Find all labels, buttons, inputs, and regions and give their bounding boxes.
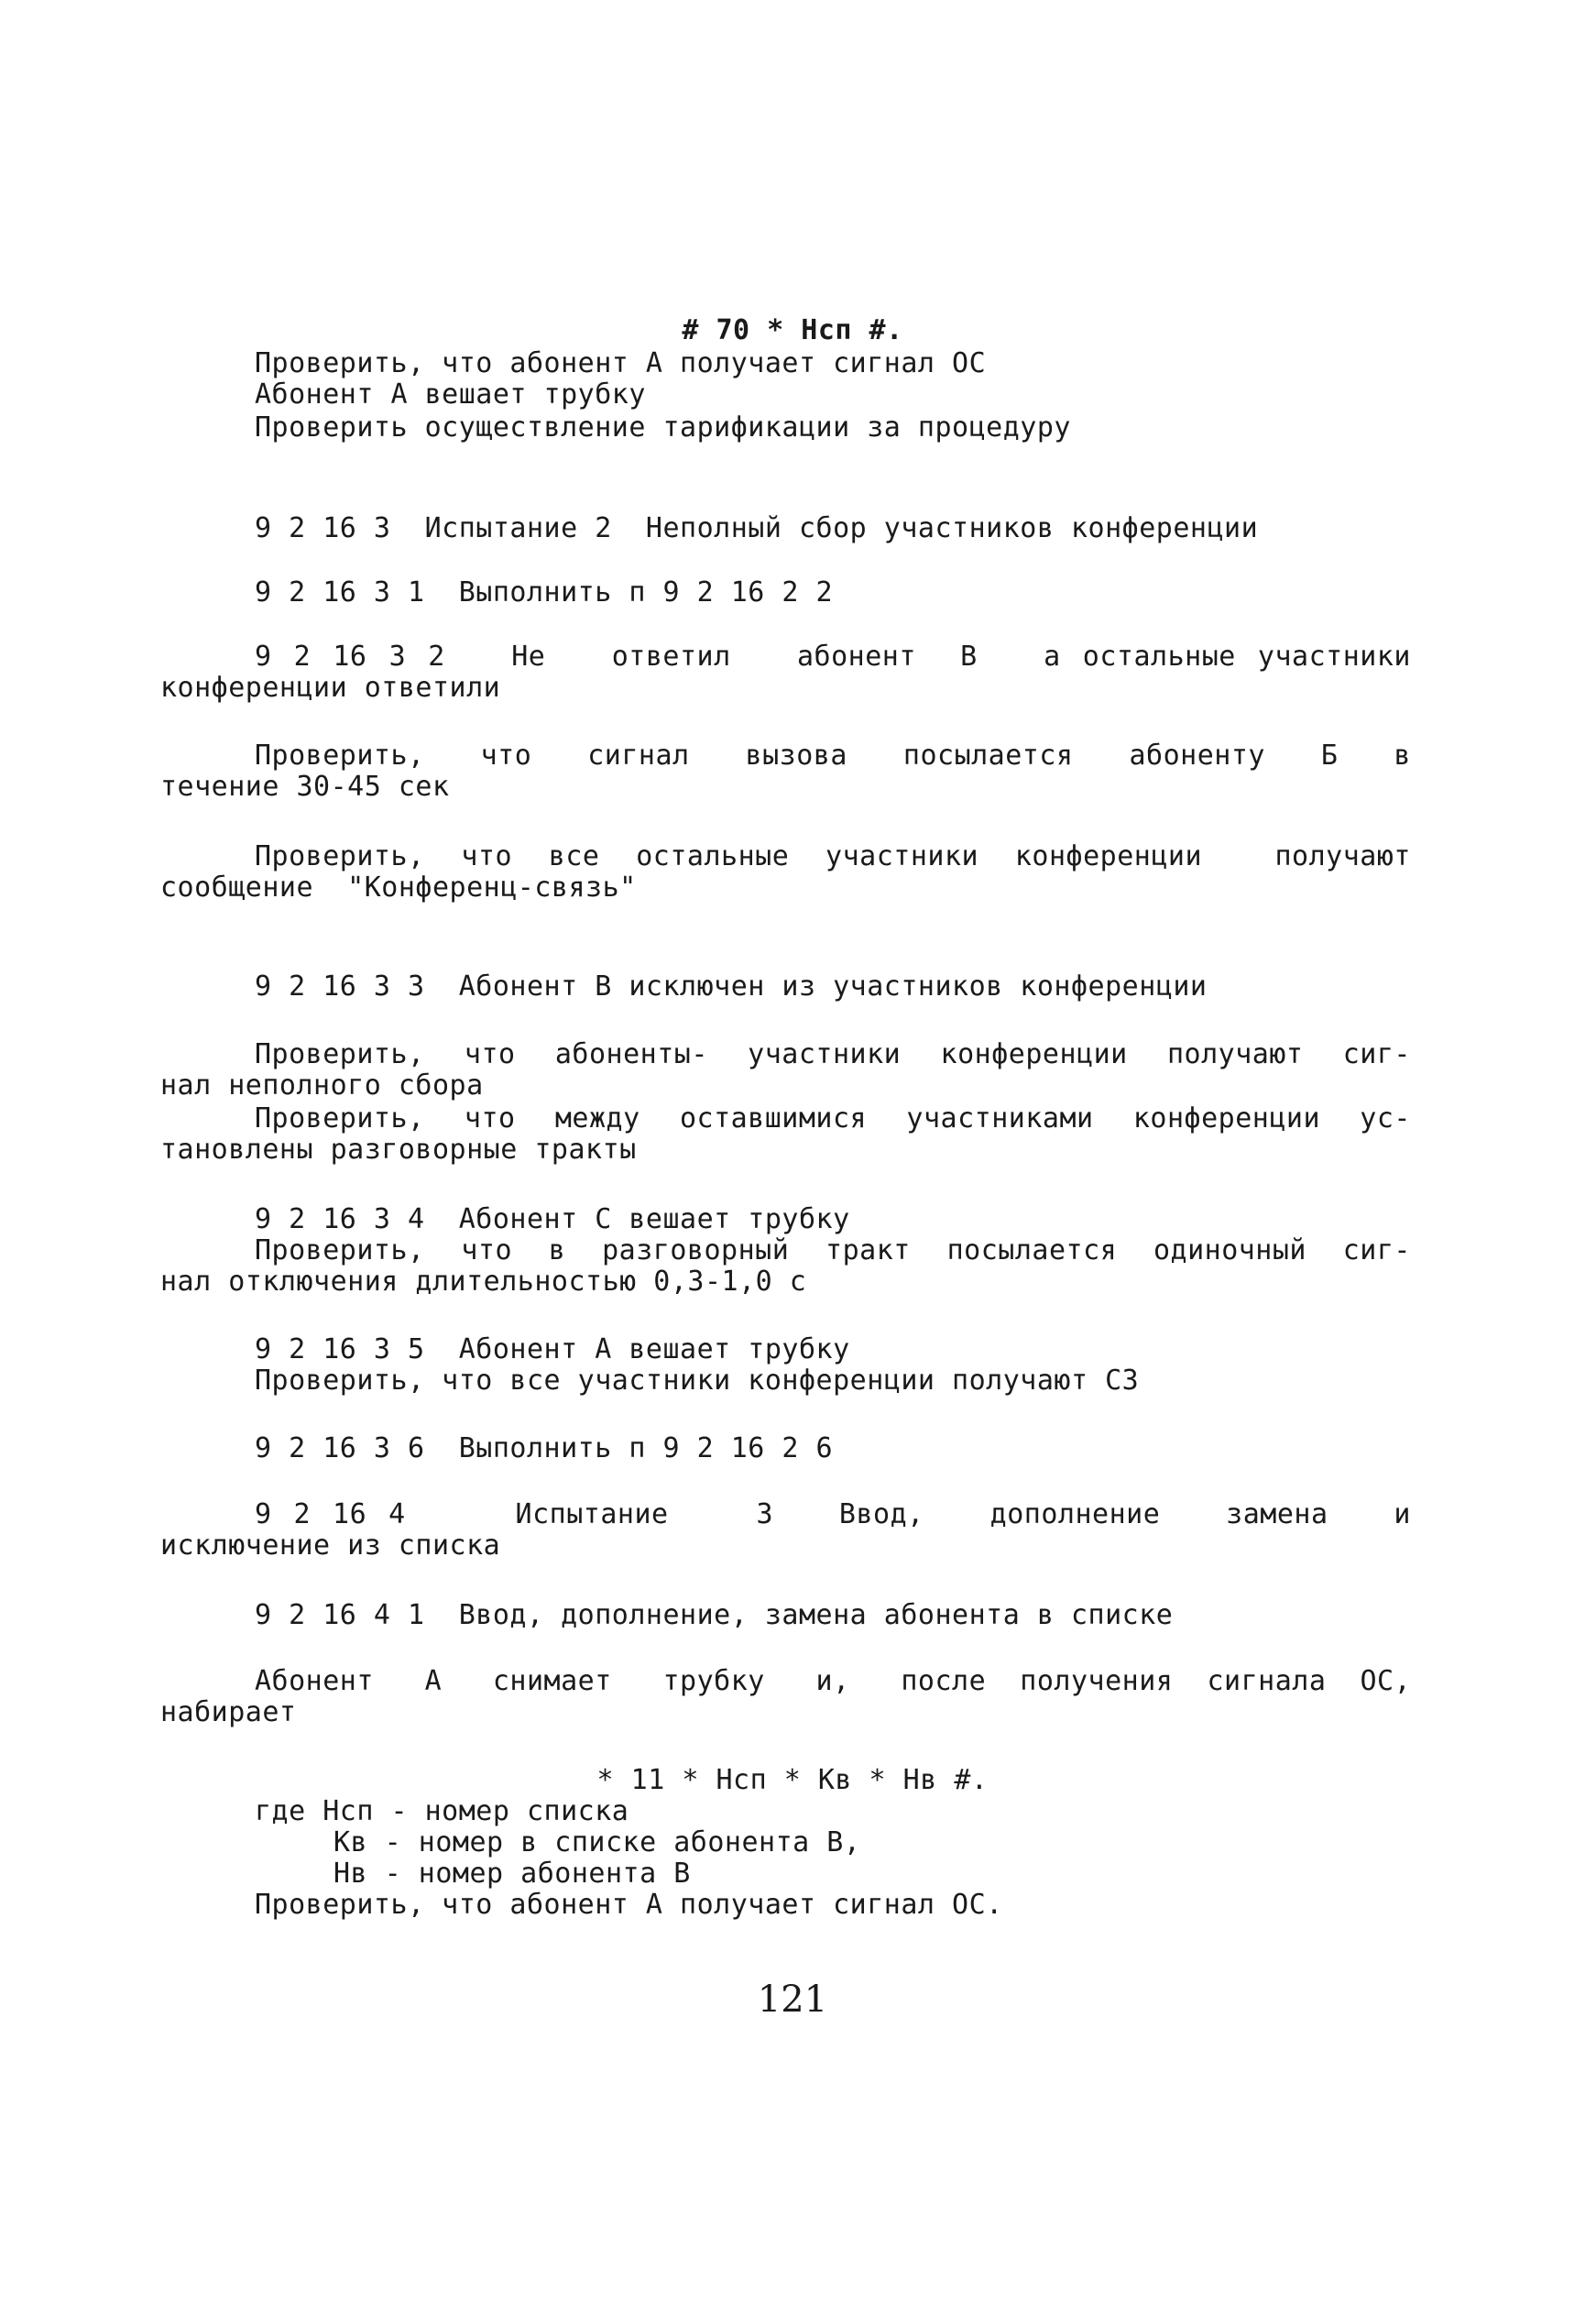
text-line: Абонент А снимает трубку и, после получения сигнала ОС, bbox=[255, 1665, 1412, 1697]
dial-code-line: # 70 * Нсп #. bbox=[682, 314, 903, 346]
text-line: Проверить, что все участники конференции получают СЗ bbox=[255, 1365, 1140, 1397]
text-line: нал неполного сбора bbox=[160, 1069, 484, 1102]
section-heading: 9 2 16 3 2 Не ответил абонент В а остальные участники bbox=[255, 641, 1411, 673]
text-line: где Нсп - номер списка bbox=[255, 1795, 629, 1827]
text-line: Проверить, что абонент А получает сигнал ОС. bbox=[255, 1889, 1003, 1921]
text-line: Проверить осуществление тарификации за процедуру bbox=[255, 411, 1071, 444]
text-line: нал отключения длительностью 0,3-1,0 с bbox=[160, 1266, 807, 1298]
text-line: набирает bbox=[160, 1696, 297, 1728]
section-heading: 9 2 16 3 1 Выполнить п 9 2 16 2 2 bbox=[255, 576, 834, 608]
section-heading: 9 2 16 3 3 Абонент В исключен из участников конференции bbox=[255, 970, 1208, 1003]
section-heading: 9 2 16 4 1 Ввод, дополнение, замена абонента в списке bbox=[255, 1599, 1174, 1631]
section-heading: 9 2 16 3 4 Абонент С вешает трубку bbox=[255, 1203, 850, 1235]
page-number: 121 bbox=[757, 1979, 828, 2021]
text-line: сообщение "Конференц-связь" bbox=[160, 872, 637, 904]
text-line: Кв - номер в списке абонента В, bbox=[333, 1826, 861, 1858]
text-line: Нв - номер абонента В bbox=[333, 1858, 691, 1890]
text-line: исключение из списка bbox=[160, 1529, 501, 1562]
text-line: Проверить, что сигнал вызова посылается абоненту Б в bbox=[255, 740, 1411, 772]
text-line: Проверить, что между оставшимися участниками конференции ус- bbox=[255, 1102, 1411, 1135]
text-line: Проверить, что в разговорный тракт посылается одиночный сиг- bbox=[255, 1234, 1411, 1266]
text-line: конференции ответили bbox=[160, 672, 501, 704]
dial-code-line: * 11 * Нсп * Кв * Нв #. bbox=[596, 1764, 989, 1796]
section-heading: 9 2 16 3 Испытание 2 Неполный сбор участников конференции bbox=[255, 512, 1259, 544]
section-heading: 9 2 16 3 6 Выполнить п 9 2 16 2 6 bbox=[255, 1432, 834, 1464]
text-line: Проверить, что абоненты- участники конференции получают сиг- bbox=[255, 1038, 1411, 1070]
section-heading: 9 2 16 3 5 Абонент А вешает трубку bbox=[255, 1333, 850, 1365]
text-line: тановлены разговорные тракты bbox=[160, 1134, 637, 1166]
text-line: Абонент А вешает трубку bbox=[255, 378, 646, 411]
section-heading: 9 2 16 4 Испытание 3 Ввод, дополнение замена и bbox=[255, 1498, 1411, 1530]
text-line: течение 30-45 сек bbox=[160, 771, 450, 803]
text-line: Проверить, что абонент А получает сигнал ОС bbox=[255, 347, 987, 379]
text-line: Проверить, что все остальные участники конференции получают bbox=[255, 840, 1411, 872]
